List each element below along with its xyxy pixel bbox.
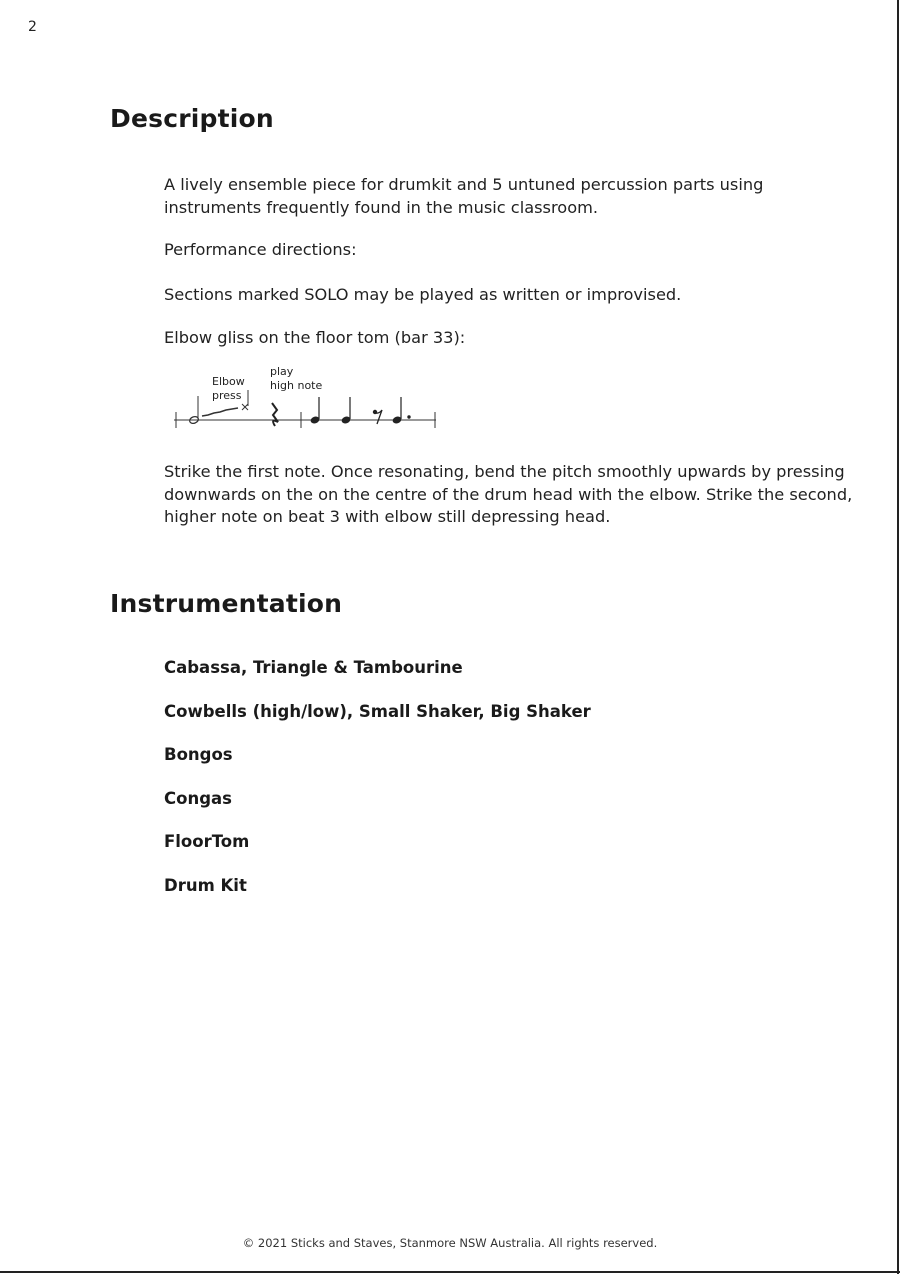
copyright-footer: © 2021 Sticks and Staves, Stanmore NSW Australia. All rights reserved.: [242, 1236, 658, 1250]
performance-directions-label: Performance directions:: [164, 240, 357, 259]
page-border-right: [897, 0, 899, 1274]
augmentation-dot: [407, 415, 410, 418]
description-heading: Description: [110, 104, 274, 133]
page-number: 2: [28, 19, 37, 35]
list-item: Bongos: [164, 745, 233, 765]
list-item: FloorTom: [164, 832, 250, 852]
elbow-gliss-label: Elbow gliss on the floor tom (bar 33):: [164, 328, 466, 347]
label-high-note: high note: [270, 379, 323, 392]
instrumentation-heading: Instrumentation: [110, 589, 343, 618]
gliss-line: [202, 408, 238, 416]
elbow-gliss-notation: [164, 360, 454, 435]
list-item: Congas: [164, 788, 232, 808]
quarter-rest: [272, 403, 278, 426]
description-intro: A lively ensemble piece for drumkit and 5 untuned percussion parts using instruments frequently found in the music classroom.: [164, 175, 764, 217]
list-item: Drum Kit: [164, 875, 247, 895]
page-border-bottom: [0, 1271, 900, 1273]
label-elbow: Elbow: [212, 375, 245, 388]
list-item: Cowbells (high/low), Small Shaker, Big Shaker: [164, 701, 591, 721]
instrument-list: [164, 657, 591, 919]
gliss-instructions: Strike the first note. Once resonating, bend the pitch smoothly upwards by pressing downwards on the on the centre of the drum head with the elbow. Strike the second, higher note on beat 3 with elbow still depressing head.: [164, 462, 853, 526]
label-play: play: [270, 365, 294, 378]
list-item: Cabassa, Triangle & Tambourine: [164, 658, 463, 677]
label-press: press: [212, 389, 242, 402]
solo-note: Sections marked SOLO may be played as written or improvised.: [164, 285, 682, 304]
